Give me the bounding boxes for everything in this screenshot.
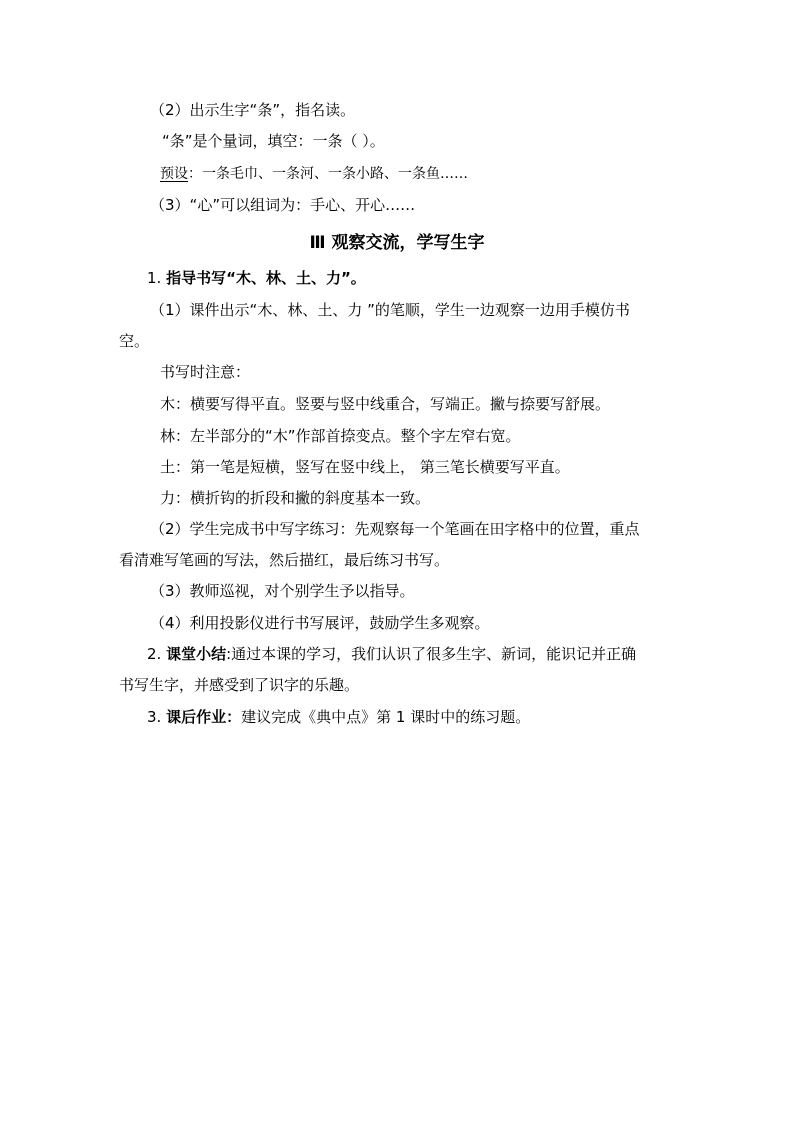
item-3: （3）“心”可以组词为：手心、开心…… [150,196,416,214]
answer-preset [160,164,468,184]
note-mu: 木：横要写得平直。竖要与竖中线重合，写端正。撇与捺要写舒展。 [160,395,611,413]
step-4: （4）利用投影仪进行书写展评，鼓励学生多观察。 [150,614,490,632]
note-tu: 土：第一笔是短横，竖写在竖中线上， 第三笔长横要写平直。 [160,458,570,476]
point-1-number: 1. [147,269,167,287]
note-lin: 林：左半部分的“木”作部首捺变点。整个字左窄右宽。 [160,427,521,445]
point-1 [147,268,366,288]
point-3-text: 建议完成《典中点》第 1 课时中的练习题。 [241,708,531,726]
answer-text: ：一条毛巾、一条河、一条小路、一条鱼…… [188,166,468,182]
fill-in-blank: “条”是个量词，填空：一条（ ）。 [162,132,385,150]
point-2-title: 课堂小结 [166,645,227,663]
point-2-text: :通过本课的学习，我们认识了很多生字、新词，能识记并正确 [226,645,637,663]
step-1-line-1: （1）课件出示“木、林、土、力 ”的笔顺，学生一边观察一边用手模仿书 [150,301,630,319]
answer-label: 预设 [160,166,188,182]
step-2-line-2: 看清难写笔画的写法，然后描红，最后练习书写。 [119,551,450,569]
point-3-title: 课后作业： [166,708,242,726]
step-1-line-2: 空。 [119,332,150,350]
point-2-line-2: 书写生字，并感受到了识字的乐趣。 [119,676,360,694]
point-3 [147,707,530,727]
point-2-number: 2. [147,645,167,663]
item-2: （2）出示生字“条”，指名读。 [150,101,356,119]
section-heading: Ⅲ 观察交流，学写生字 [309,233,485,253]
point-1-title: 指导书写“木、林、土、力”。 [166,269,366,287]
step-2-line-1: （2）学生完成书中写字练习：先观察每一个笔画在田字格中的位置，重点 [150,520,640,538]
point-3-number: 3. [147,708,167,726]
step-3: （3）教师巡视，对个别学生予以指导。 [150,582,415,600]
note-label: 书写时注意： [160,363,251,381]
point-2 [147,644,636,664]
note-li: 力：横折钩的折段和撇的斜度基本一致。 [160,489,431,507]
